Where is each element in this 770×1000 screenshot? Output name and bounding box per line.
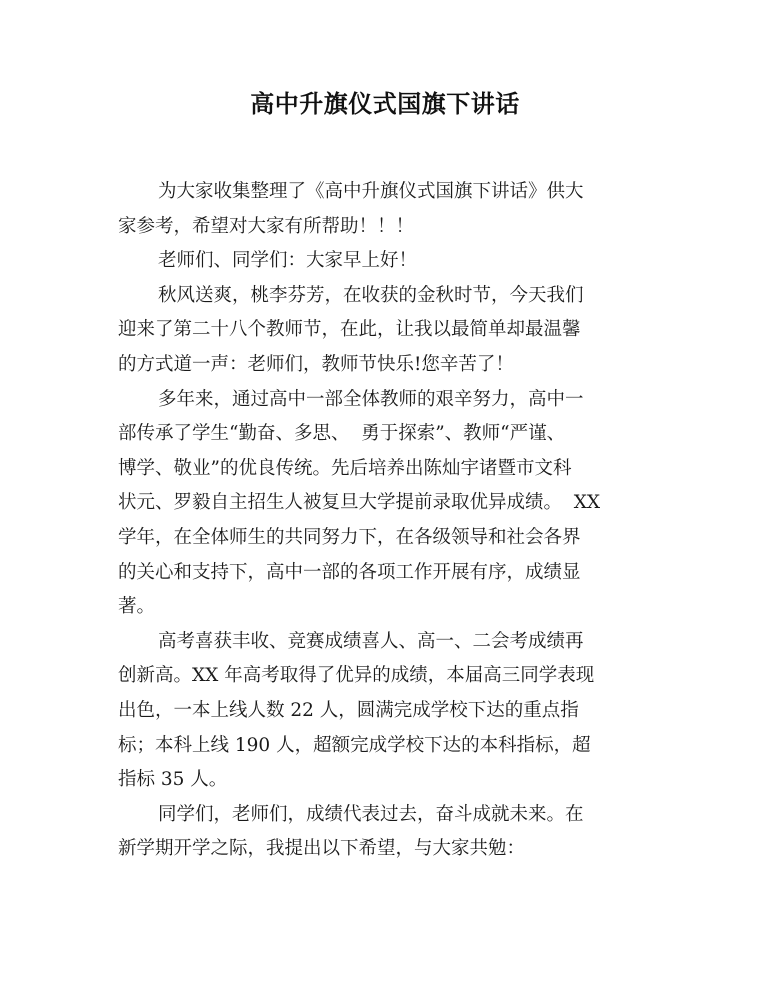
paragraph-line: 高考喜获丰收、竞赛成绩喜人、高一、二会考成绩再 <box>158 630 584 652</box>
paragraph-line: 部传承了学生“勤奋、多思、 勇于探索”、教师“严谨、 <box>118 423 566 445</box>
paragraph-line: 家参考，希望对大家有所帮助！！！ <box>118 215 415 237</box>
paragraph-line: 的方式道一声：老师们，教师节快乐!您辛苦了！ <box>118 353 514 375</box>
paragraph-line: 状元、罗毅自主招生人被复旦大学提前录取优异成绩。 XX <box>118 492 601 514</box>
paragraph-line: 同学们，老师们，成绩代表过去，奋斗成就未来。在 <box>158 803 584 825</box>
paragraph-line: 为大家收集整理了《高中升旗仪式国旗下讲话》供大 <box>158 181 584 202</box>
paragraph-line: 学年，在全体师生的共同努力下，在各级领导和社会各界 <box>118 526 581 548</box>
paragraph-line: 多年来，通过高中一部全体教师的艰辛努力，高中一 <box>158 388 584 410</box>
paragraph-line: 的关心和支持下，高中一部的各项工作开展有序，成绩显 <box>118 561 581 583</box>
paragraph-line: 著。 <box>118 596 156 618</box>
paragraph-line: 新学期开学之际，我提出以下希望，与大家共勉： <box>118 838 526 860</box>
paragraph-line: 指标 35 人。 <box>118 769 228 791</box>
paragraph-line: 博学、敬业”的优良传统。先后培养出陈灿宇诸暨市文科 <box>118 457 572 479</box>
paragraph-line: 迎来了第二十八个教师节，在此，让我以最简单却最温馨 <box>118 319 581 341</box>
paragraph-line: 出色，一本上线人数 22 人，圆满完成学校下达的重点指 <box>118 699 579 721</box>
paragraph-line: 老师们、同学们：大家早上好！ <box>158 250 418 272</box>
paragraph-line: 秋风送爽，桃李芬芳，在收获的金秋时节，今天我们 <box>158 284 584 306</box>
document-title: 高中升旗仪式国旗下讲话 <box>250 90 520 118</box>
paragraph-line: 标；本科上线 190 人，超额完成学校下达的本科指标，超 <box>118 734 591 756</box>
document-body <box>118 175 652 867</box>
paragraph-line: 创新高。XX 年高考取得了优异的成绩，本届高三同学表现 <box>118 665 595 687</box>
